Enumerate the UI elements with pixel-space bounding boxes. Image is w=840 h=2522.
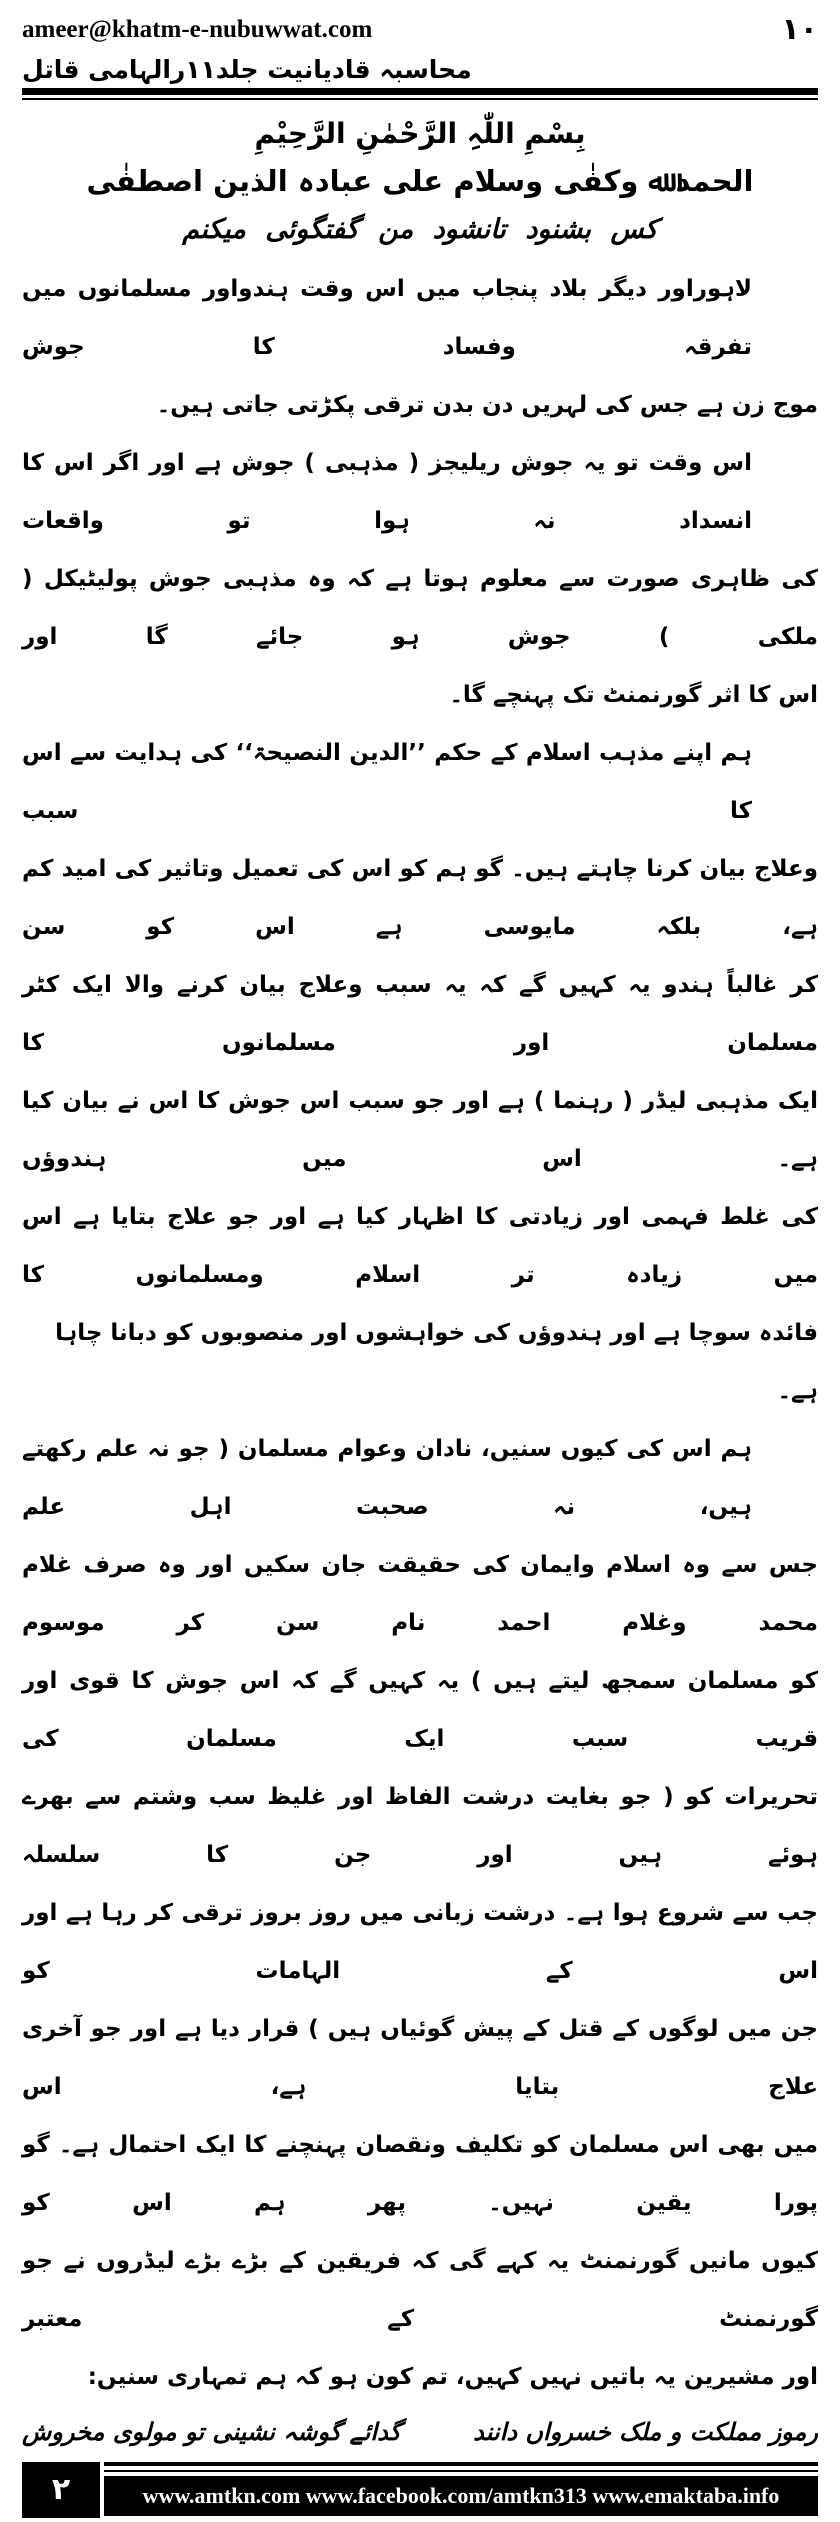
- body-line: اس کا اثر گورنمنٹ تک پہنچے گا۔: [449, 682, 818, 708]
- body-line: ہم اپنے مذہب اسلام کے حکم ’’الدین النصیحۃ‘‘ کی ہدایت سے اس کا سبب: [22, 740, 752, 824]
- body-line: جن میں لوگوں کے قتل کے پیش گوئیاں ہیں ) قرار دیا ہے اور جو آخری علاج بتایا ہے، اس: [22, 2016, 818, 2100]
- couplet-second-hemistich: گدائے گوشہ نشینی تو مولوی مخروش: [22, 2418, 402, 2446]
- body-line: لاہوراور دیگر بلاد پنجاب میں اس وقت ہندواور مسلمانوں میں تفرقہ وفساد کا جوش: [22, 276, 752, 360]
- body-line: موج زن ہے جس کی لہریں دن بدن ترقی پکڑتی جاتی ہیں۔: [156, 392, 818, 418]
- body-line: اس وقت تو یہ جوش ریلیجز ( مذہبی ) جوش ہے اور اگر اس کا انسداد نہ ہوا تو واقعات: [22, 450, 752, 534]
- body-line: کر غالباً ہندو یہ کہیں گے کہ یہ سبب وعلاج بیان کرنے والا ایک کٹر مسلمان اور مسلمانوں کا: [22, 972, 818, 1056]
- body-line: جب سے شروع ہوا ہے۔ درشت زبانی میں روز بروز ترقی کر رہا ہے اور اس کے الہامات کو: [22, 1900, 818, 1984]
- body-line: اور مشیرین یہ باتیں نہیں کہیں، تم کون ہو کہ ہم تمہاری سنیں:: [87, 2364, 818, 2390]
- body-line: وعلاج بیان کرنا چاہتے ہیں۔ گو ہم کو اس کی تعمیل وتاثیر کی امید کم ہے، بلکہ مایوسی ہے اس کو سن: [22, 856, 818, 940]
- persian-verse: کس بشنود تانشود من گفتگوئی میکنم: [182, 214, 658, 245]
- body-line: ہم اس کی کیوں سنیں، نادان وعوام مسلمان ( جو نہ علم رکھتے ہیں، نہ صحبت اہل علم: [22, 1436, 752, 1520]
- header-rule: [22, 88, 818, 95]
- body-line: میں بھی اس مسلمان کو تکلیف ونقصان پہنچنے کا ایک احتمال ہے۔ گو پورا یقین نہیں۔ پھر ہم اس کو: [22, 2132, 818, 2216]
- header-page-number: ۱۰: [781, 12, 818, 47]
- body-line: فائدہ سوچا ہے اور ہندوؤں کی خواہشوں اور منصوبوں کو دبانا چاہا ہے۔: [55, 1320, 818, 1404]
- header-email: ameer@khatm-e-nubuwwat.com: [22, 15, 373, 43]
- page-header: [22, 0, 818, 84]
- hamd-line: الحمد ﷲ وکفٰی وسلام علی عبادہ الذین اصطفٰی: [86, 164, 754, 198]
- bismillah: بِسْمِ اللّٰہِ الرَّحْمٰنِ الرَّحِیْمِ: [254, 117, 586, 150]
- body-line: کو مسلمان سمجھ لیتے ہیں ) یہ کہیں گے کہ اس جوش کا قوی اور قریب سبب ایک مسلمان کی: [22, 1668, 818, 1752]
- body-line: تحریرات کو ( جو بغایت درشت الفاظ اور غلیظ سب وشتم سے بھرے ہوئے ہیں اور جن کا سلسلہ: [22, 1784, 818, 1868]
- footer-rule: [104, 2462, 818, 2466]
- header-book-title: محاسبہ قادیانیت جلد۱۱رالہامی قاتل: [22, 55, 472, 84]
- page-footer: [22, 2462, 818, 2522]
- body-line: کیوں مانیں گورنمنٹ یہ کہے گی کہ فریقین کے بڑے بڑے لیڈروں نے جو گورنمنٹ کے معتبر: [22, 2248, 818, 2332]
- footer-links: www.amtkn.com www.facebook.com/amtkn313 www.emaktaba.info: [104, 2476, 818, 2516]
- body-line: ایک مذہبی لیڈر ( رہنما ) ہے اور جو سبب اس جوش کا اس نے بیان کیا ہے۔ اس میں ہندوؤں: [22, 1088, 818, 1172]
- couplet-first-hemistich: رموز مملکت و ملک خسرواں دانند: [473, 2418, 818, 2446]
- body-text: [22, 260, 818, 2406]
- body-line: جس سے وہ اسلام وایمان کی حقیقت جان سکیں اور وہ صرف غلام محمد وغلام احمد نام سن کر موسوم: [22, 1552, 818, 1636]
- footer-rule-thin: [104, 2470, 818, 2472]
- body-line: کی ظاہری صورت سے معلوم ہوتا ہے کہ وہ مذہبی جوش پولیٹیکل ( ملکی ) جوش ہو جائے گا اور: [22, 566, 818, 650]
- footer-volume-number: ۲: [22, 2462, 100, 2518]
- header-rule-thin: [22, 98, 818, 100]
- body-line: کی غلط فہمی اور زیادتی کا اظہار کیا ہے اور جو علاج بتایا ہے اس میں زیادہ تر اسلام ومسلمانوں کا: [22, 1204, 818, 1288]
- persian-couplet: [22, 2410, 818, 2454]
